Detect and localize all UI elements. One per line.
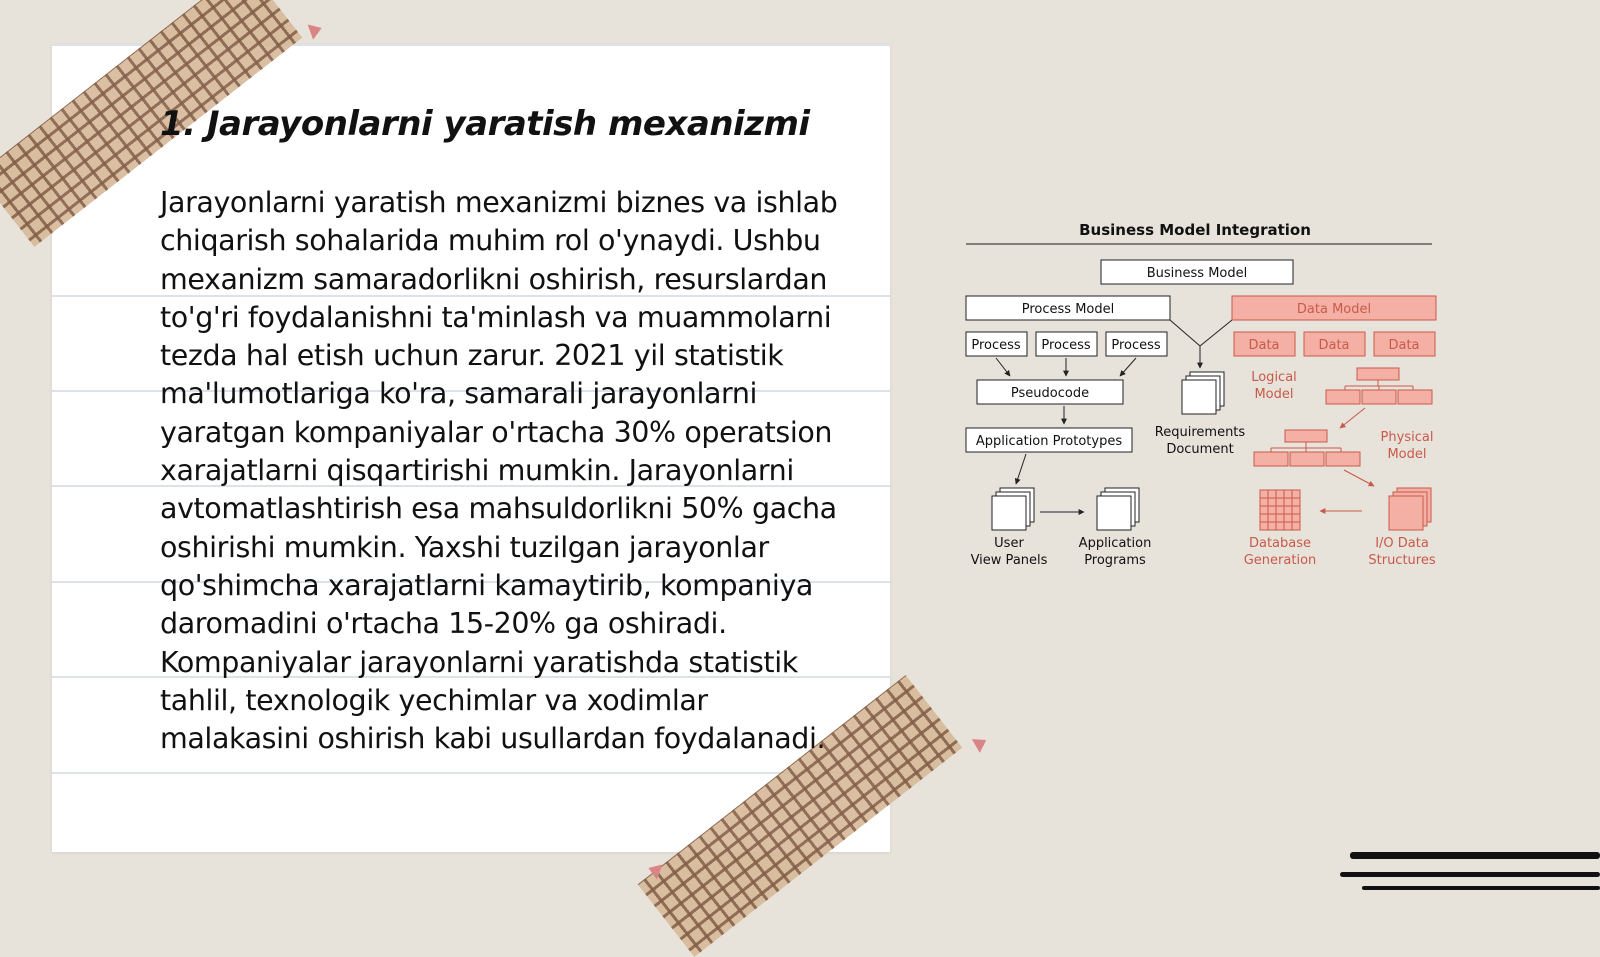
connector-line [1200, 320, 1232, 346]
user-view-label-2: View Panels [970, 553, 1048, 568]
data-label-3: Data [1388, 338, 1420, 353]
arrow [1016, 454, 1026, 484]
slide-title: 1. Jarayonlarni yaratish mexanizmi [160, 104, 810, 144]
physical-model-label-2: Model [1387, 447, 1427, 462]
slide-body-text: Jarayonlarni yaratish mexanizmi biznes va ishlab chiqarish sohalarida muhim rol o'ynaydi. Ushbu mexanizm samaradorlikni oshirish, resurslardan to'g'ri foydalanishni ta'minlash va muammolarni tezda hal etish uchun zarur. 2021 yil statistik ma'lumotlariga ko'ra, samarali jarayonlarni yaratgan kompaniyalar o'rtacha 30% operatsion xarajatlarni qisqartirishi mumkin. Jarayonlarni avtomatlashtirish esa mahsuldorlikni 50% gacha oshirishi mumkin. Yaxshi tuzilgan jarayonlar qo'shimcha xarajatlarni kamaytirib, kompaniya daromadini o'rtacha 15-20% ga oshiradi. Kompaniyalar jarayonlarni yaratishda statistik tahlil, texnologik yechimlar va xodimlar malakasini oshirish kabi usullardan foydalanadi. [160, 186, 838, 756]
pin-decoration [972, 733, 990, 753]
application-programs-label-1: Application [1078, 536, 1152, 551]
io-data-label-1: I/O Data [1375, 536, 1429, 551]
data-label-2: Data [1318, 338, 1350, 353]
requirements-document-icon [1182, 372, 1224, 414]
requirements-label-2: Document [1166, 442, 1234, 457]
brush-stroke-decoration [1340, 872, 1600, 877]
pin-decoration [308, 20, 325, 39]
arrow [1344, 470, 1374, 486]
physical-model-label-1: Physical [1380, 430, 1434, 445]
brush-stroke-decoration [1350, 852, 1600, 859]
app-prototypes-label: Application Prototypes [975, 434, 1123, 449]
process-label-1: Process [971, 338, 1021, 353]
process-label-3: Process [1111, 338, 1161, 353]
physical-model-tree-icon [1254, 430, 1360, 466]
user-view-label-1: User [994, 536, 1024, 551]
io-data-structures-icon [1389, 488, 1431, 530]
database-grid-icon [1260, 490, 1300, 530]
application-programs-label-2: Programs [1084, 553, 1146, 568]
logical-model-label-2: Model [1254, 387, 1294, 402]
logical-model-tree-icon [1326, 368, 1432, 404]
logical-model-label-1: Logical [1251, 370, 1297, 385]
process-label-2: Process [1041, 338, 1091, 353]
diagram-svg [960, 208, 1440, 588]
process-model-label: Process Model [1021, 302, 1115, 317]
requirements-label-1: Requirements [1154, 425, 1246, 440]
database-generation-label-1: Database [1248, 536, 1312, 551]
pseudocode-label: Pseudocode [1010, 386, 1090, 401]
arrow [996, 358, 1010, 376]
database-generation-label-2: Generation [1243, 553, 1317, 568]
application-programs-icon [1097, 488, 1139, 530]
io-data-label-2: Structures [1368, 553, 1436, 568]
brush-stroke-decoration [1362, 886, 1600, 890]
business-model-label: Business Model [1146, 266, 1248, 281]
business-model-diagram [960, 208, 1440, 588]
connector-line [1170, 320, 1200, 346]
data-model-label: Data Model [1296, 302, 1372, 317]
data-label-1: Data [1248, 338, 1280, 353]
arrow [1120, 358, 1136, 376]
diagram-title: Business Model Integration [1079, 221, 1311, 239]
arrow [1340, 408, 1365, 428]
user-view-panels-icon [992, 488, 1034, 530]
